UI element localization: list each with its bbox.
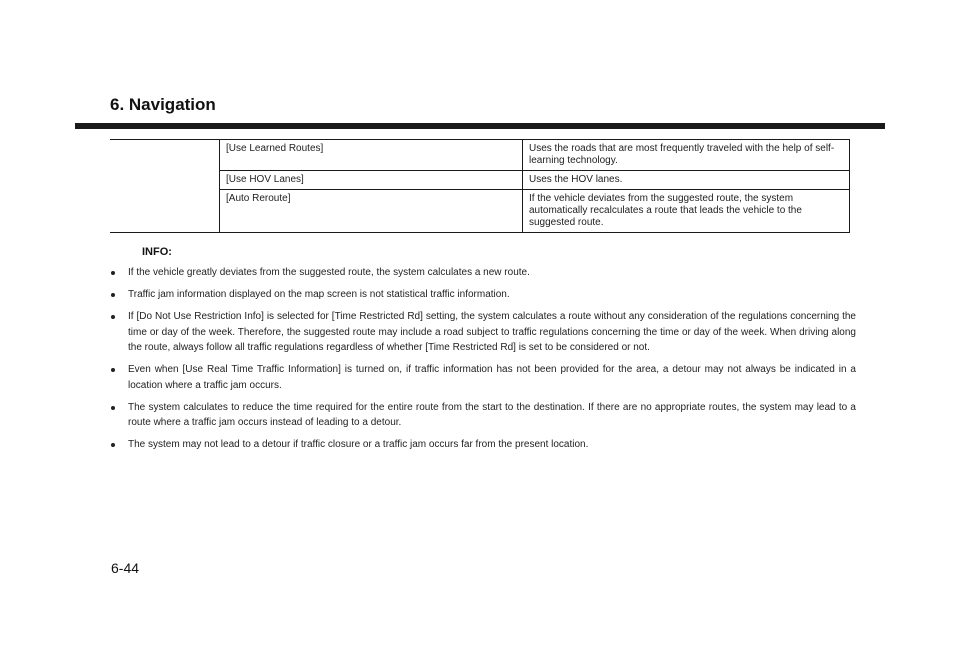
option-cell: [Auto Reroute]	[220, 190, 523, 233]
bullet-icon	[111, 271, 115, 275]
bullet-icon	[111, 368, 115, 372]
page-number: 6-44	[111, 560, 140, 576]
bullet-icon	[111, 293, 115, 297]
list-item-text: The system may not lead to a detour if traffic closure or a traffic jam occurs far from the present location.	[128, 439, 589, 450]
description-cell: Uses the HOV lanes.	[523, 171, 850, 190]
list-item-text: Even when [Use Real Time Traffic Information] is turned on, if traffic information has not been provided for the area, a detour may not always be indicated in a location where a traffic jam occurs.	[128, 364, 856, 391]
option-cell: [Use HOV Lanes]	[220, 171, 523, 190]
bullet-icon	[111, 443, 115, 447]
list-item-text: The system calculates to reduce the time required for the entire route from the start to the destination. If there are no appropriate routes, the system may lead to a route where a traffic jam occurs instead of leading to a detour.	[128, 401, 856, 428]
list-item-text: If [Do Not Use Restriction Info] is selected for [Time Restricted Rd] setting, the system calculates a route without any consideration of the regulations concerning the time or day of the week. Therefore, the suggested route may include a road subject to traffic regulations concerning the time or day of the week. When driving along the route, always follow all traffic regulations regardless of whether [Time Restricted Rd] is set to be considered or not.	[128, 311, 856, 353]
list-item	[111, 287, 856, 303]
list-item-text: If the vehicle greatly deviates from the suggested route, the system calculates a new route.	[128, 267, 530, 278]
route-settings-table	[110, 139, 850, 233]
info-heading: INFO:	[142, 246, 172, 258]
bullet-icon	[111, 406, 115, 410]
list-item	[111, 309, 856, 356]
table-row	[110, 171, 850, 190]
info-list	[111, 265, 856, 459]
section-title: 6. Navigation	[110, 95, 216, 114]
title-rule	[75, 123, 885, 129]
table-spacer-cell	[110, 190, 220, 233]
list-item	[111, 400, 856, 431]
table-row	[110, 190, 850, 233]
list-item	[111, 362, 856, 393]
list-item	[111, 437, 856, 453]
bullet-icon	[111, 315, 115, 319]
option-cell: [Use Learned Routes]	[220, 140, 523, 171]
table-row	[110, 140, 850, 171]
table-spacer-cell	[110, 140, 220, 171]
description-cell: If the vehicle deviates from the suggested route, the system automatically recalculates a route that leads the vehicle to the suggested route.	[523, 190, 850, 233]
list-item	[111, 265, 856, 281]
description-cell: Uses the roads that are most frequently traveled with the help of self-learning technology.	[523, 140, 850, 171]
list-item-text: Traffic jam information displayed on the map screen is not statistical traffic information.	[128, 289, 510, 300]
table-spacer-cell	[110, 171, 220, 190]
